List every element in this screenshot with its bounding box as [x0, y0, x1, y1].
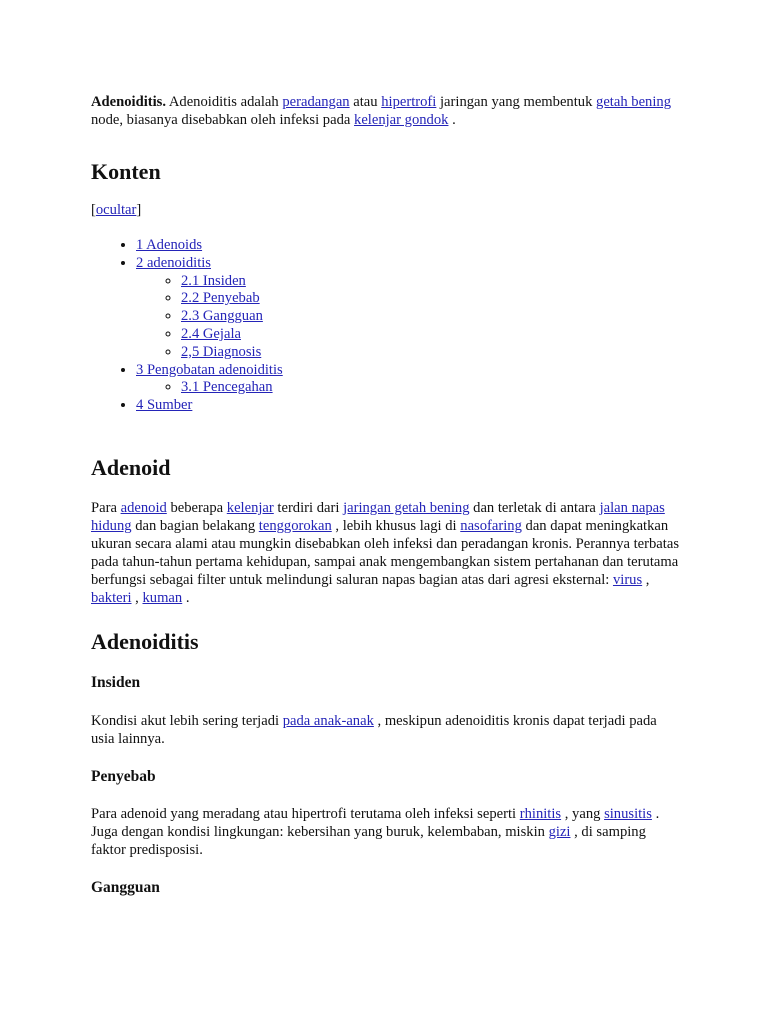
- toc-item: [136, 237, 681, 255]
- adenoid-heading: Adenoid: [91, 454, 171, 480]
- link-gizi[interactable]: gizi: [548, 823, 571, 840]
- text: .: [182, 589, 190, 606]
- text: Kondisi akut lebih sering terjadi: [91, 712, 283, 729]
- link-adenoid[interactable]: adenoid: [120, 499, 167, 516]
- toc-link-insiden[interactable]: 2.1 Insiden: [181, 272, 246, 289]
- text: .: [448, 112, 456, 128]
- toc-link-adenoiditis[interactable]: 2 adenoiditis: [136, 254, 211, 271]
- link-jalan-napas-hidung[interactable]: jalan napas hidung: [91, 499, 665, 534]
- link-getah-bening[interactable]: getah bening: [596, 94, 672, 110]
- toc-subitem: [181, 273, 681, 291]
- link-peradangan[interactable]: peradangan: [282, 94, 350, 110]
- link-bakteri[interactable]: bakteri: [91, 589, 132, 606]
- toc-sublist: [136, 379, 681, 397]
- document-page: [91, 93, 681, 898]
- penyebab-paragraph: [91, 805, 681, 859]
- toc-toggle: [91, 201, 681, 219]
- toc-link-gejala[interactable]: 2.4 Gejala: [181, 325, 241, 342]
- toc-sublist: [136, 273, 681, 362]
- toc-link-gangguan[interactable]: 2.3 Gangguan: [181, 308, 263, 325]
- text: ,: [642, 571, 650, 588]
- toc-link-adenoids[interactable]: 1 Adenoids: [136, 237, 203, 253]
- text: jaringan yang membentuk: [436, 94, 597, 110]
- toc-subitem: [181, 308, 681, 326]
- toc-item: [136, 397, 681, 415]
- link-pada-anak-anak[interactable]: pada anak-anak: [282, 712, 374, 729]
- text: , di samping faktor predisposisi.: [91, 823, 646, 858]
- link-kuman[interactable]: kuman: [142, 589, 183, 606]
- text: , meskipun adenoiditis kronis dapat terjadi pada usia lainnya.: [91, 712, 657, 747]
- adenoid-paragraph: [91, 499, 681, 607]
- text: ,: [131, 589, 143, 606]
- link-tenggorokan[interactable]: tenggorokan: [258, 517, 332, 534]
- link-nasofaring[interactable]: nasofaring: [460, 517, 522, 534]
- toc-item: [136, 362, 681, 398]
- link-kelenjar[interactable]: kelenjar: [226, 499, 274, 516]
- toc-subitem: [181, 326, 681, 344]
- text: , yang: [561, 805, 605, 822]
- toc-subitem: [181, 344, 681, 362]
- text: . Juga dengan kondisi lingkungan: kebersihan yang buruk, kelembaban, miskin: [91, 805, 660, 840]
- link-rhinitis[interactable]: rhinitis: [519, 805, 562, 822]
- link-kelenjar-gondok[interactable]: kelenjar gondok: [354, 112, 449, 128]
- text: node, biasanya disebabkan oleh infeksi pada: [91, 112, 355, 128]
- insiden-paragraph: [91, 712, 681, 748]
- toc-link-diagnosis[interactable]: 2,5 Diagnosis: [181, 343, 262, 360]
- text: dan terletak di antara: [469, 499, 600, 516]
- gangguan-heading: Gangguan: [91, 878, 160, 896]
- toc-link-pencegahan[interactable]: 3.1 Pencegahan: [181, 379, 273, 396]
- toc-link-sumber[interactable]: 4 Sumber: [136, 397, 193, 414]
- toc-subitem: [181, 379, 681, 397]
- toc-link-penyebab[interactable]: 2.2 Penyebab: [181, 290, 260, 307]
- toc-hide-link[interactable]: ocultar: [95, 202, 137, 218]
- text: terdiri dari: [273, 499, 344, 516]
- text: dan bagian belakang: [131, 517, 259, 534]
- text: dan dapat meningkatkan ukuran secara alami atau mungkin disebabkan oleh infeksi dan peradangan kronis. Perannya terbatas pada tahun-tahun pertama kehidupan, sampai anak mengembangkan sistem pertahanan dan terutama berfungsi sebagai filter untuk melindungi saluran napas bagian atas dari agresi eksternal:: [91, 517, 679, 588]
- adenoiditis-heading: Adenoiditis: [91, 628, 199, 654]
- text: atau: [349, 94, 382, 110]
- text: Para: [91, 499, 121, 516]
- bracket: [: [91, 202, 96, 218]
- link-virus[interactable]: virus: [612, 571, 643, 588]
- toc-link-pengobatan[interactable]: 3 Pengobatan adenoiditis: [136, 361, 283, 378]
- toc-subitem: [181, 290, 681, 308]
- penyebab-heading: Penyebab: [91, 767, 156, 785]
- text: , lebih khusus lagi di: [331, 517, 461, 534]
- bracket: ]: [136, 202, 142, 218]
- intro-term: Adenoiditis.: [91, 94, 167, 110]
- text: beberapa: [166, 499, 227, 516]
- text: Adenoiditis adalah: [166, 94, 283, 110]
- intro-paragraph: [91, 93, 681, 129]
- link-hipertrofi[interactable]: hipertrofi: [381, 94, 437, 110]
- toc-list: [91, 237, 681, 415]
- toc-heading: Konten: [91, 159, 161, 184]
- text: Para adenoid yang meradang atau hipertrofi terutama oleh infeksi seperti: [91, 805, 520, 822]
- link-sinusitis[interactable]: sinusitis: [604, 805, 652, 822]
- toc-item: [136, 255, 681, 362]
- link-jaringan-getah-bening[interactable]: jaringan getah bening: [343, 499, 470, 516]
- insiden-heading: Insiden: [91, 673, 141, 691]
